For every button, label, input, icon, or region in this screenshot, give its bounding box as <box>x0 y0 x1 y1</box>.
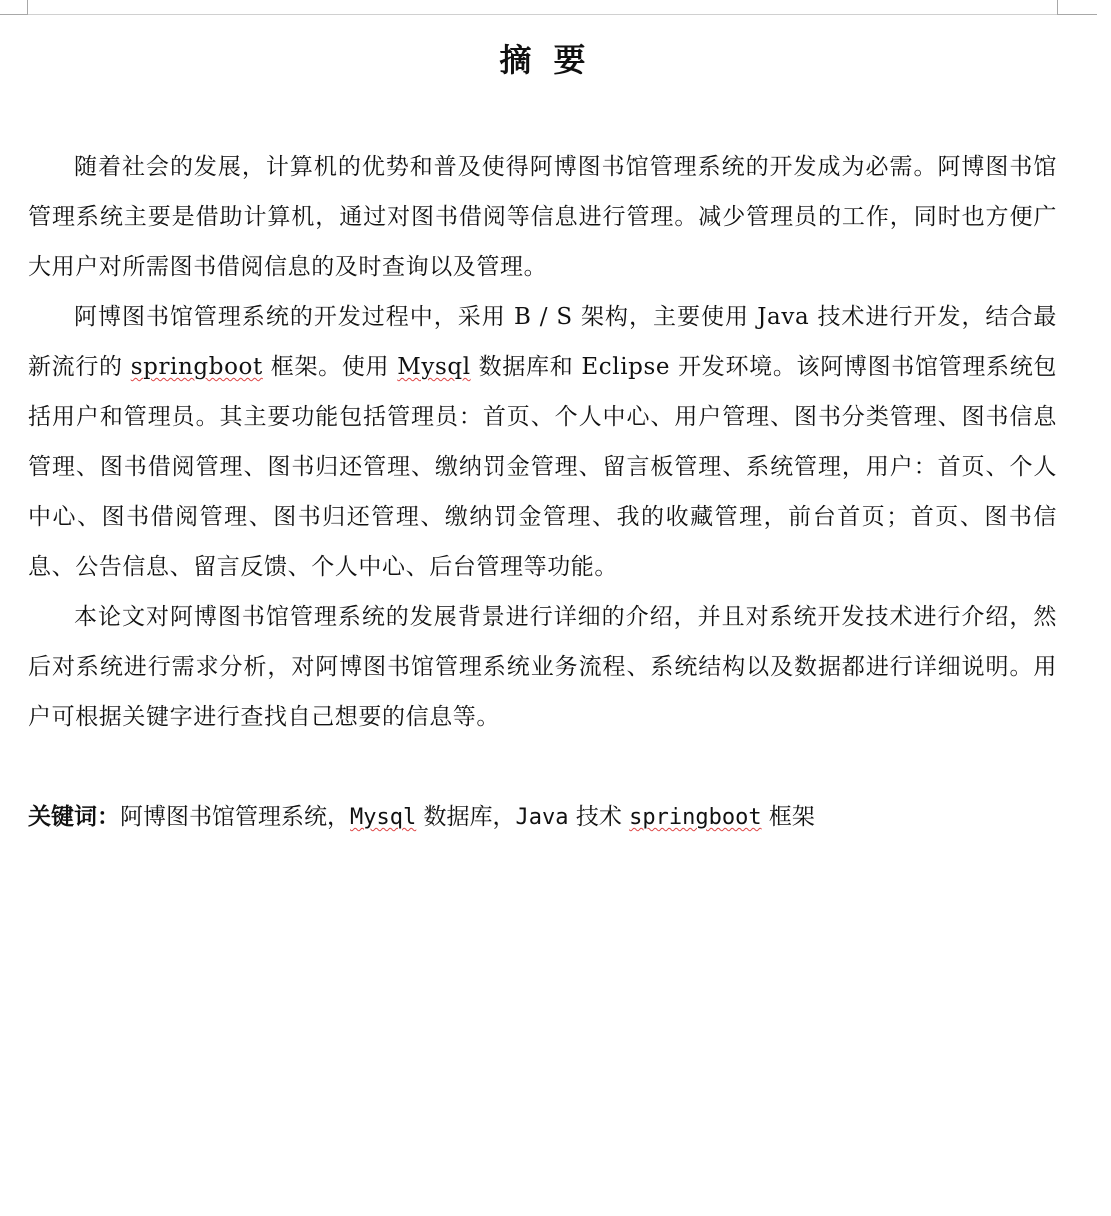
keyword-text-run: 阿博图书馆管理系统， <box>120 804 350 830</box>
abstract-body <box>28 142 1057 742</box>
text-run: 框架。使用 <box>262 354 398 380</box>
page-corner-mark-top-right-vertical <box>1057 0 1058 15</box>
text-run: 随着社会的发展，计算机的优势和普及使得阿博图书馆管理系统的开发成为必需。阿博图书馆管理系统主要是借助计算机，通过对图书借阅等信息进行管理。减少管理员的工作，同时也方便广大用户对所需图书借阅信息的及时查询以及管理。 <box>28 154 1057 280</box>
keyword-flagged-word: springboot <box>629 805 762 830</box>
spellcheck-flagged-word: springboot <box>130 354 263 380</box>
abstract-paragraph-2 <box>28 292 1057 592</box>
text-run: 本论文对阿博图书馆管理系统的发展背景进行详细的介绍，并且对系统开发技术进行介绍，然后对系统进行需求分析，对阿博图书馆管理系统业务流程、系统结构以及数据都进行详细说明。用户可根据关键字进行查找自己想要的信息等。 <box>28 604 1057 730</box>
abstract-title: 摘要 <box>499 41 608 79</box>
keyword-text-run: Java <box>515 805 569 830</box>
keywords-label: 关键词： <box>28 804 120 830</box>
text-run: 阿博图书馆管理系统的开发过程中，采用 B / S 架构，主要使用 Java 技术进行开发，结合最新流行的 <box>28 304 1057 380</box>
keywords-line <box>28 792 1057 843</box>
text-run: 数据库和 Eclipse 开发环境。该阿博图书馆管理系统包括用户和管理员。其主要功能包括管理员：首页、个人中心、用户管理、图书分类管理、图书信息管理、图书借阅管理、图书归还管理、缴纳罚金管理、留言板管理、系统管理，用户：首页、个人中心、图书借阅管理、图书归还管理、缴纳罚金管理、我的收藏管理，前台首页；首页、图书信息、公告信息、留言反馈、个人中心、后台管理等功能。 <box>28 354 1057 580</box>
keyword-text-run: 框架 <box>761 804 815 830</box>
page-corner-mark-top-left-vertical <box>27 0 28 15</box>
page-corner-mark-top-right <box>1057 14 1097 15</box>
spellcheck-flagged-word: Mysql <box>397 354 471 380</box>
keyword-text-run: 技术 <box>568 804 630 830</box>
keyword-flagged-word: Mysql <box>350 805 417 830</box>
abstract-paragraph-3 <box>28 592 1057 742</box>
keywords-content <box>120 804 815 830</box>
header-boundary-line <box>28 14 1057 15</box>
keyword-text-run: 数据库， <box>416 804 516 830</box>
abstract-paragraph-1 <box>28 142 1057 292</box>
page-corner-mark-top-left <box>0 14 27 15</box>
